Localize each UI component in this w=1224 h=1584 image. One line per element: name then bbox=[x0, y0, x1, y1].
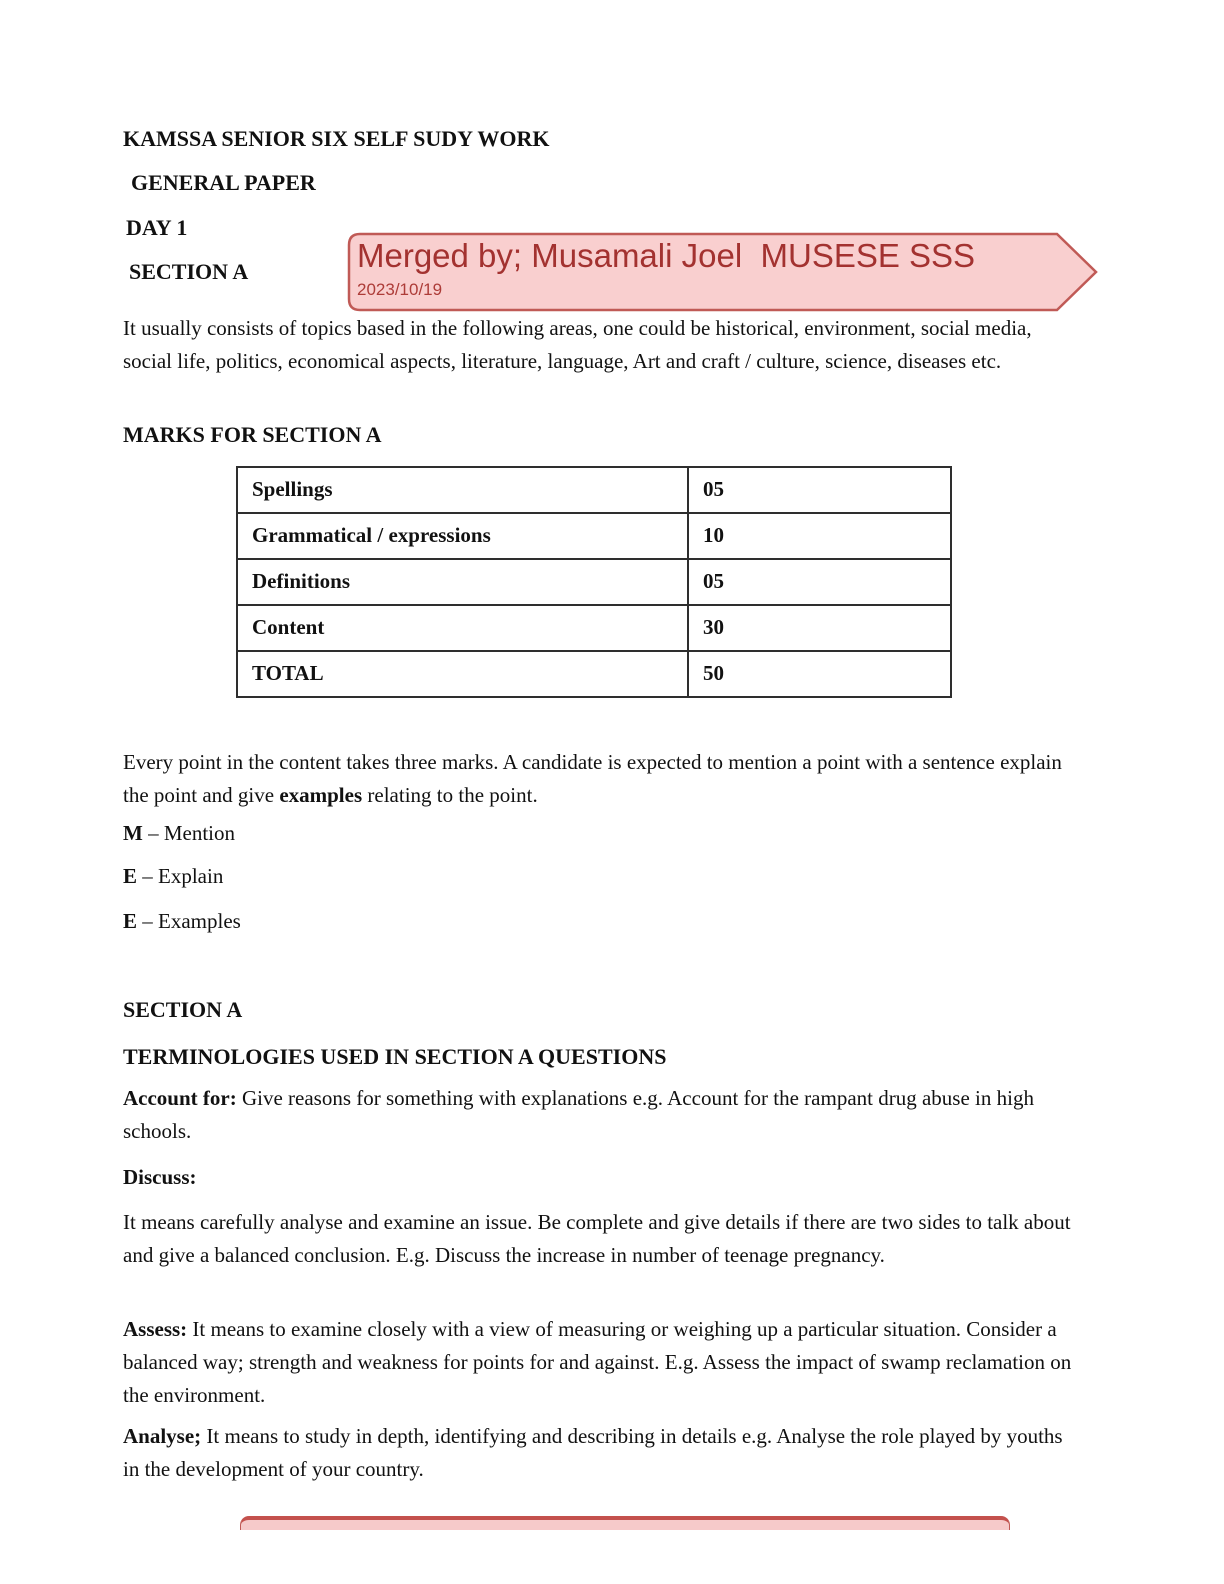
term-account-label: Account for: bbox=[123, 1086, 237, 1110]
intro-paragraph: It usually consists of topics based in the following areas, one could be historical, environment, social media, social life, politics, economical aspects, literature, language, Art and craft / culture, science, diseases etc. bbox=[123, 316, 1032, 373]
table-row bbox=[237, 651, 951, 697]
doc-title: KAMSSA SENIOR SIX SELF SUDY WORK bbox=[123, 126, 550, 151]
stamp-date: 2023/10/19 bbox=[357, 280, 443, 299]
stamp-text: Merged by; Musamali Joel MUSESE SSS bbox=[357, 237, 976, 274]
mee-letter: E bbox=[123, 909, 138, 933]
marks-row-value: 10 bbox=[688, 513, 951, 559]
marks-row-value: 05 bbox=[688, 467, 951, 513]
term-discuss-text: It means carefully analyse and examine an issue. Be complete and give details if there are two sides to talk about and give a balanced conclusion. E.g. Discuss the increase in number of teenage pregnancy. bbox=[123, 1210, 1071, 1267]
list-item-mention bbox=[123, 817, 235, 850]
term-discuss-label bbox=[123, 1161, 197, 1194]
table-row bbox=[237, 513, 951, 559]
terminologies-heading: TERMINOLOGIES USED IN SECTION A QUESTIONS bbox=[123, 1044, 667, 1069]
marks-row-value: 05 bbox=[688, 559, 951, 605]
mee-rest: – Mention bbox=[142, 821, 235, 845]
marks-note-bold: examples bbox=[279, 783, 363, 807]
marks-row-label: Definitions bbox=[237, 559, 688, 605]
marks-table bbox=[236, 466, 952, 698]
table-row bbox=[237, 559, 951, 605]
mee-letter: E bbox=[123, 864, 138, 888]
section-a-heading: SECTION A bbox=[123, 997, 243, 1022]
marks-note-after: relating to the point. bbox=[362, 783, 538, 807]
term-analyse-label: Analyse; bbox=[123, 1424, 202, 1448]
term-assess-text: It means to examine closely with a view of measuring or weighing up a particular situation. Consider a balanced way; strength and weakness for points for and against. E.g. Assess the impact of swamp reclamation on the environment. bbox=[123, 1317, 1072, 1407]
mee-rest: – Examples bbox=[137, 909, 241, 933]
table-row bbox=[237, 605, 951, 651]
table-row bbox=[237, 467, 951, 513]
term-assess bbox=[123, 1313, 1083, 1412]
marks-row-label: Content bbox=[237, 605, 688, 651]
term-analyse bbox=[123, 1420, 1083, 1486]
bottom-partial-stamp bbox=[240, 1516, 1010, 1530]
mee-rest: – Explain bbox=[137, 864, 224, 888]
marks-note bbox=[123, 746, 1083, 812]
list-item-explain bbox=[123, 860, 223, 893]
mee-letter: M bbox=[123, 821, 143, 845]
term-analyse-text: It means to study in depth, identifying and describing in details e.g. Analyse the role played by youths in the development of your country. bbox=[123, 1424, 1063, 1481]
doc-day: DAY 1 bbox=[126, 215, 188, 240]
doc-subject: GENERAL PAPER bbox=[131, 170, 316, 195]
marks-row-value: 30 bbox=[688, 605, 951, 651]
term-account-text: Give reasons for something with explanations e.g. Account for the rampant drug abuse in high schools. bbox=[123, 1086, 1034, 1143]
marks-row-label: Spellings bbox=[237, 467, 688, 513]
term-account-for bbox=[123, 1082, 1083, 1148]
marks-row-label: TOTAL bbox=[237, 651, 688, 697]
marks-row-label: Grammatical / expressions bbox=[237, 513, 688, 559]
term-discuss-bold: Discuss: bbox=[123, 1165, 197, 1189]
marks-note-before: Every point in the content takes three marks. A candidate is expected to mention a point with a sentence explain the point and give bbox=[123, 750, 1062, 807]
doc-section-a: SECTION A bbox=[129, 259, 249, 284]
term-assess-label: Assess: bbox=[123, 1317, 188, 1341]
marks-row-value: 50 bbox=[688, 651, 951, 697]
merged-by-stamp bbox=[345, 232, 1100, 312]
list-item-examples bbox=[123, 905, 241, 938]
marks-heading: MARKS FOR SECTION A bbox=[123, 422, 382, 447]
